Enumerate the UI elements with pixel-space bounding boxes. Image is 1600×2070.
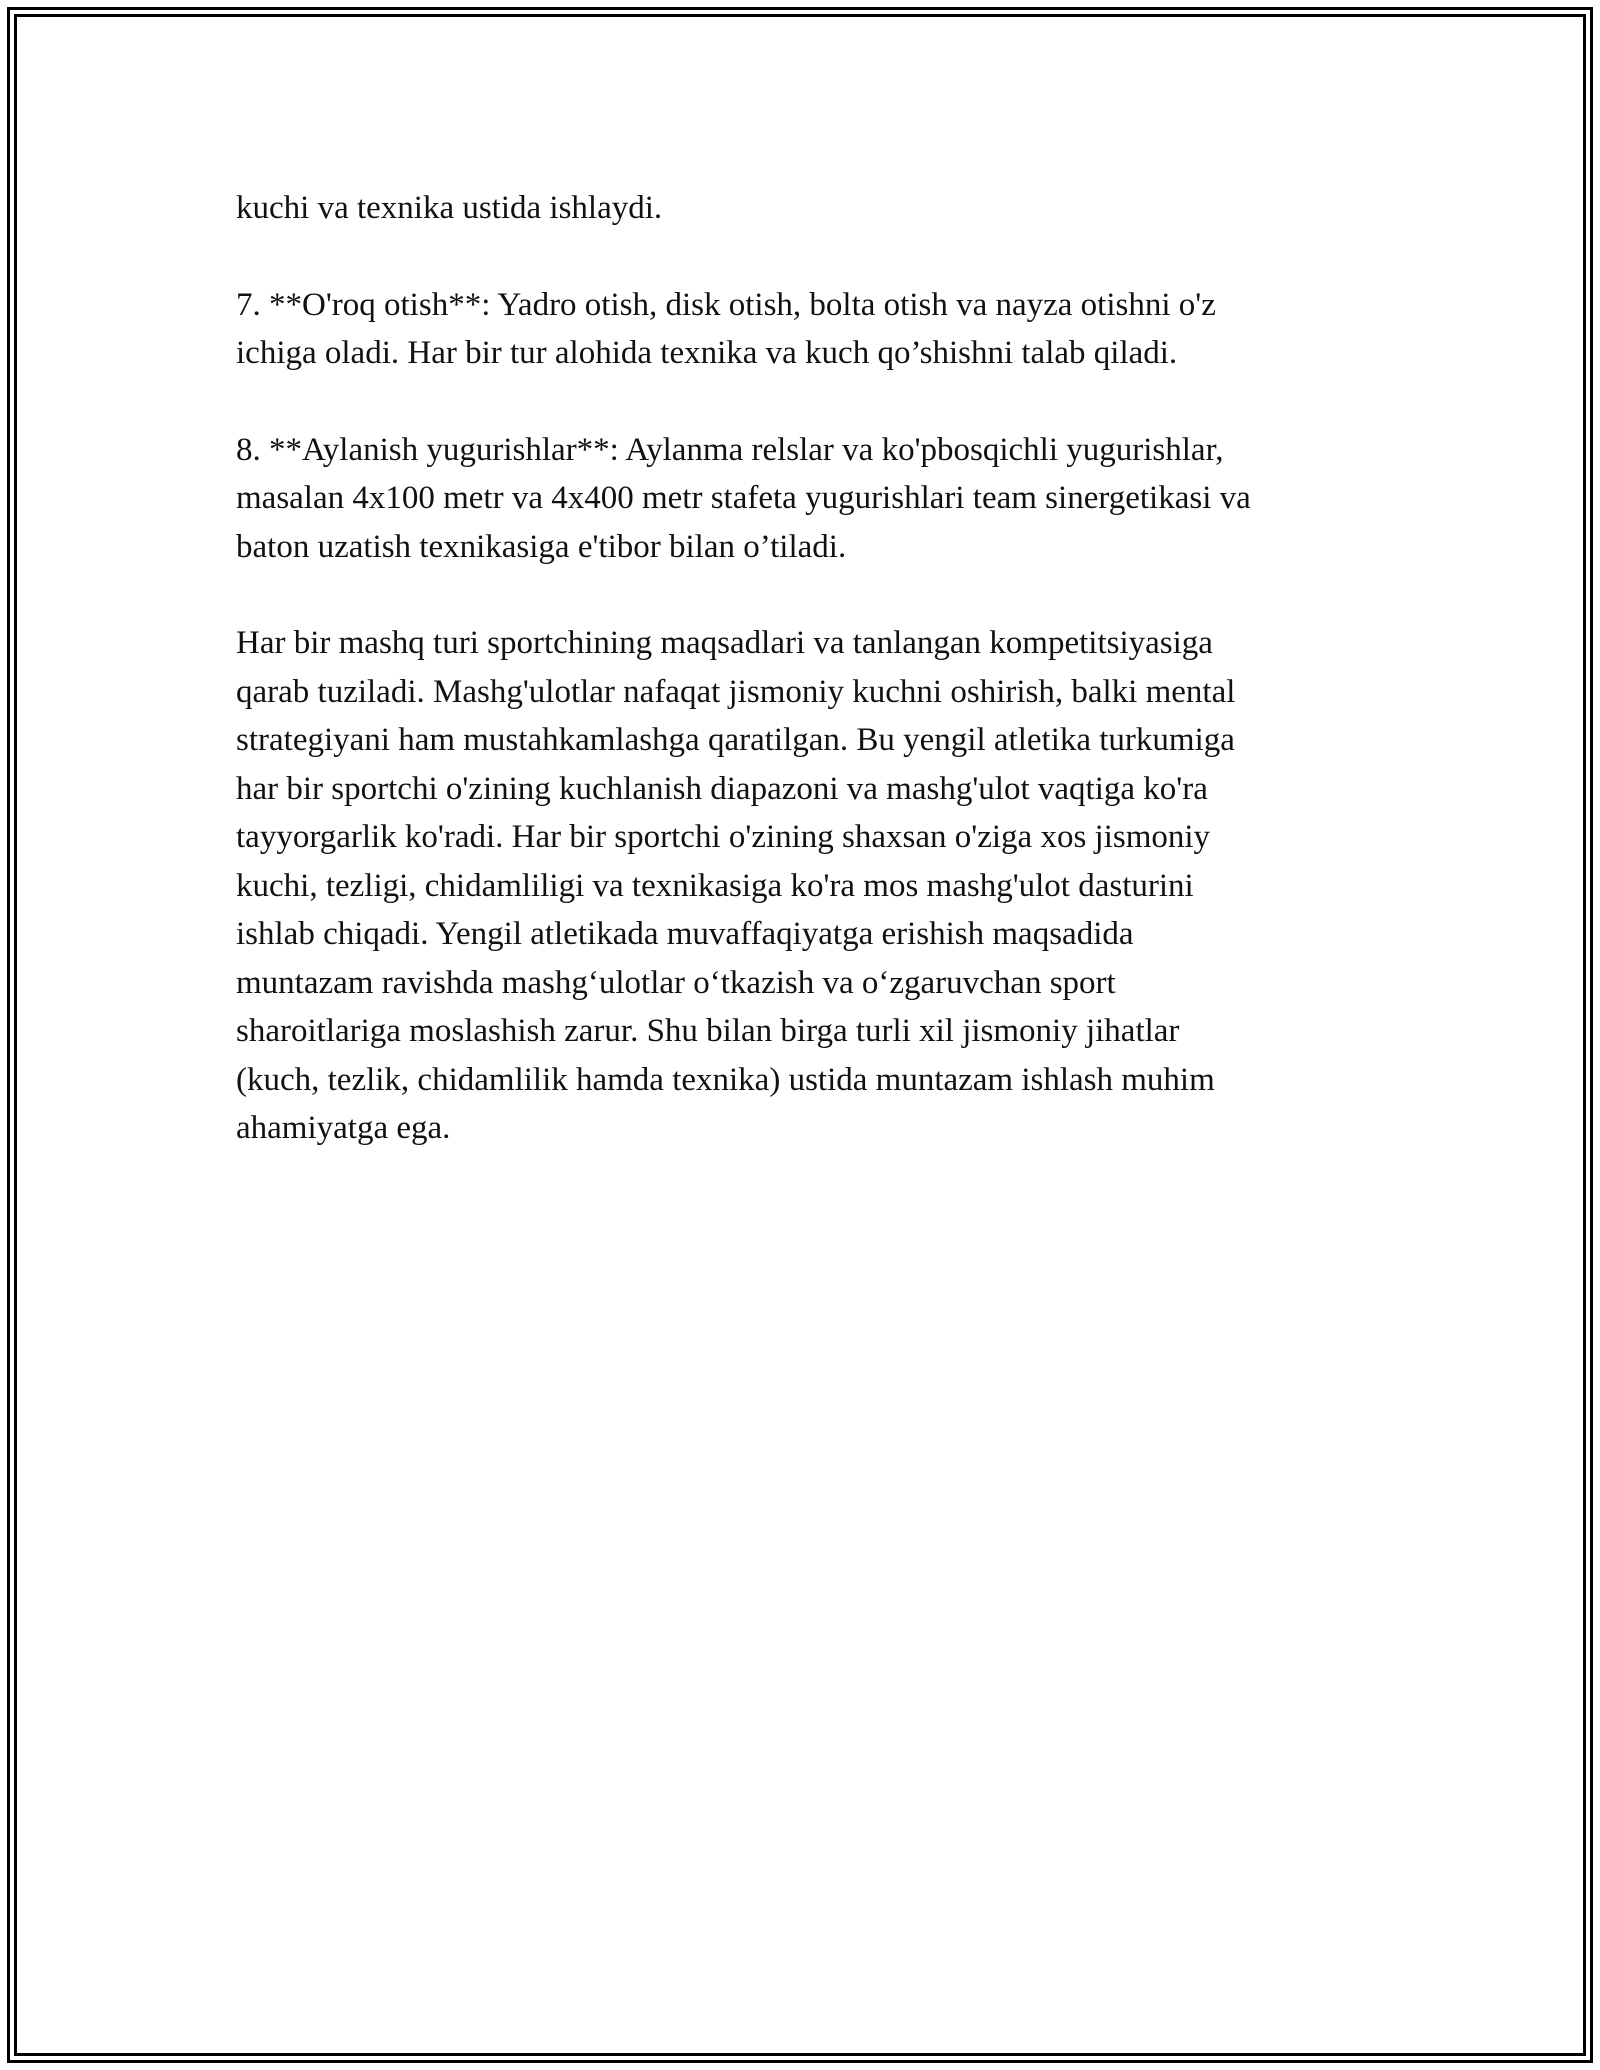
document-body xyxy=(236,184,1376,1201)
paragraph-item-7: 7. **O'roq otish**: Yadro otish, disk otish, bolta otish va nayza otishni o'z ichiga oladi. Har bir tur alohida texnika va kuch qo’shishni talab qiladi. xyxy=(236,286,1216,371)
paragraph-item-8: 8. **Aylanish yugurishlar**: Aylanma relslar va ko'pbosqichli yugurishlar, masalan 4x100 metr va 4x400 metr stafeta yugurishlari team sinergetikasi va baton uzatish texnikasiga e'tibor bilan o’tiladi. xyxy=(236,431,1251,565)
paragraph-continuation: kuchi va texnika ustida ishlaydi. xyxy=(236,190,663,226)
paragraph-summary: Har bir mashq turi sportchining maqsadlari va tanlangan kompetitsiyasiga qarab tuziladi. Mashg'ulotlar nafaqat jismoniy kuchni oshirish, balki mental strategiyani ham mustahkamlashga qaratilgan. Bu yengil atletika turkumiga har bir sportchi o'zining kuchlanish diapazoni va mashg'ulot vaqtiga ko'ra tayyorgarlik ko'radi. Har bir sportchi o'zining shaxsan o'ziga xos jismoniy kuchi, tezligi, chidamliligi va texnikasiga ko'ra mos mashg'ulot dasturini ishlab chiqadi. Yengil atletikada muvaffaqiyatga erishish maqsadida muntazam ravishda mashg‘ulotlar o‘tkazish va o‘zgaruvchan sport sharoitlariga moslashish zarur. Shu bilan birga turli xil jismoniy jihatlar (kuch, tezlik, chidamlilik hamda texnika) ustida muntazam ishlash muhim ahamiyatga ega. xyxy=(236,625,1236,1146)
